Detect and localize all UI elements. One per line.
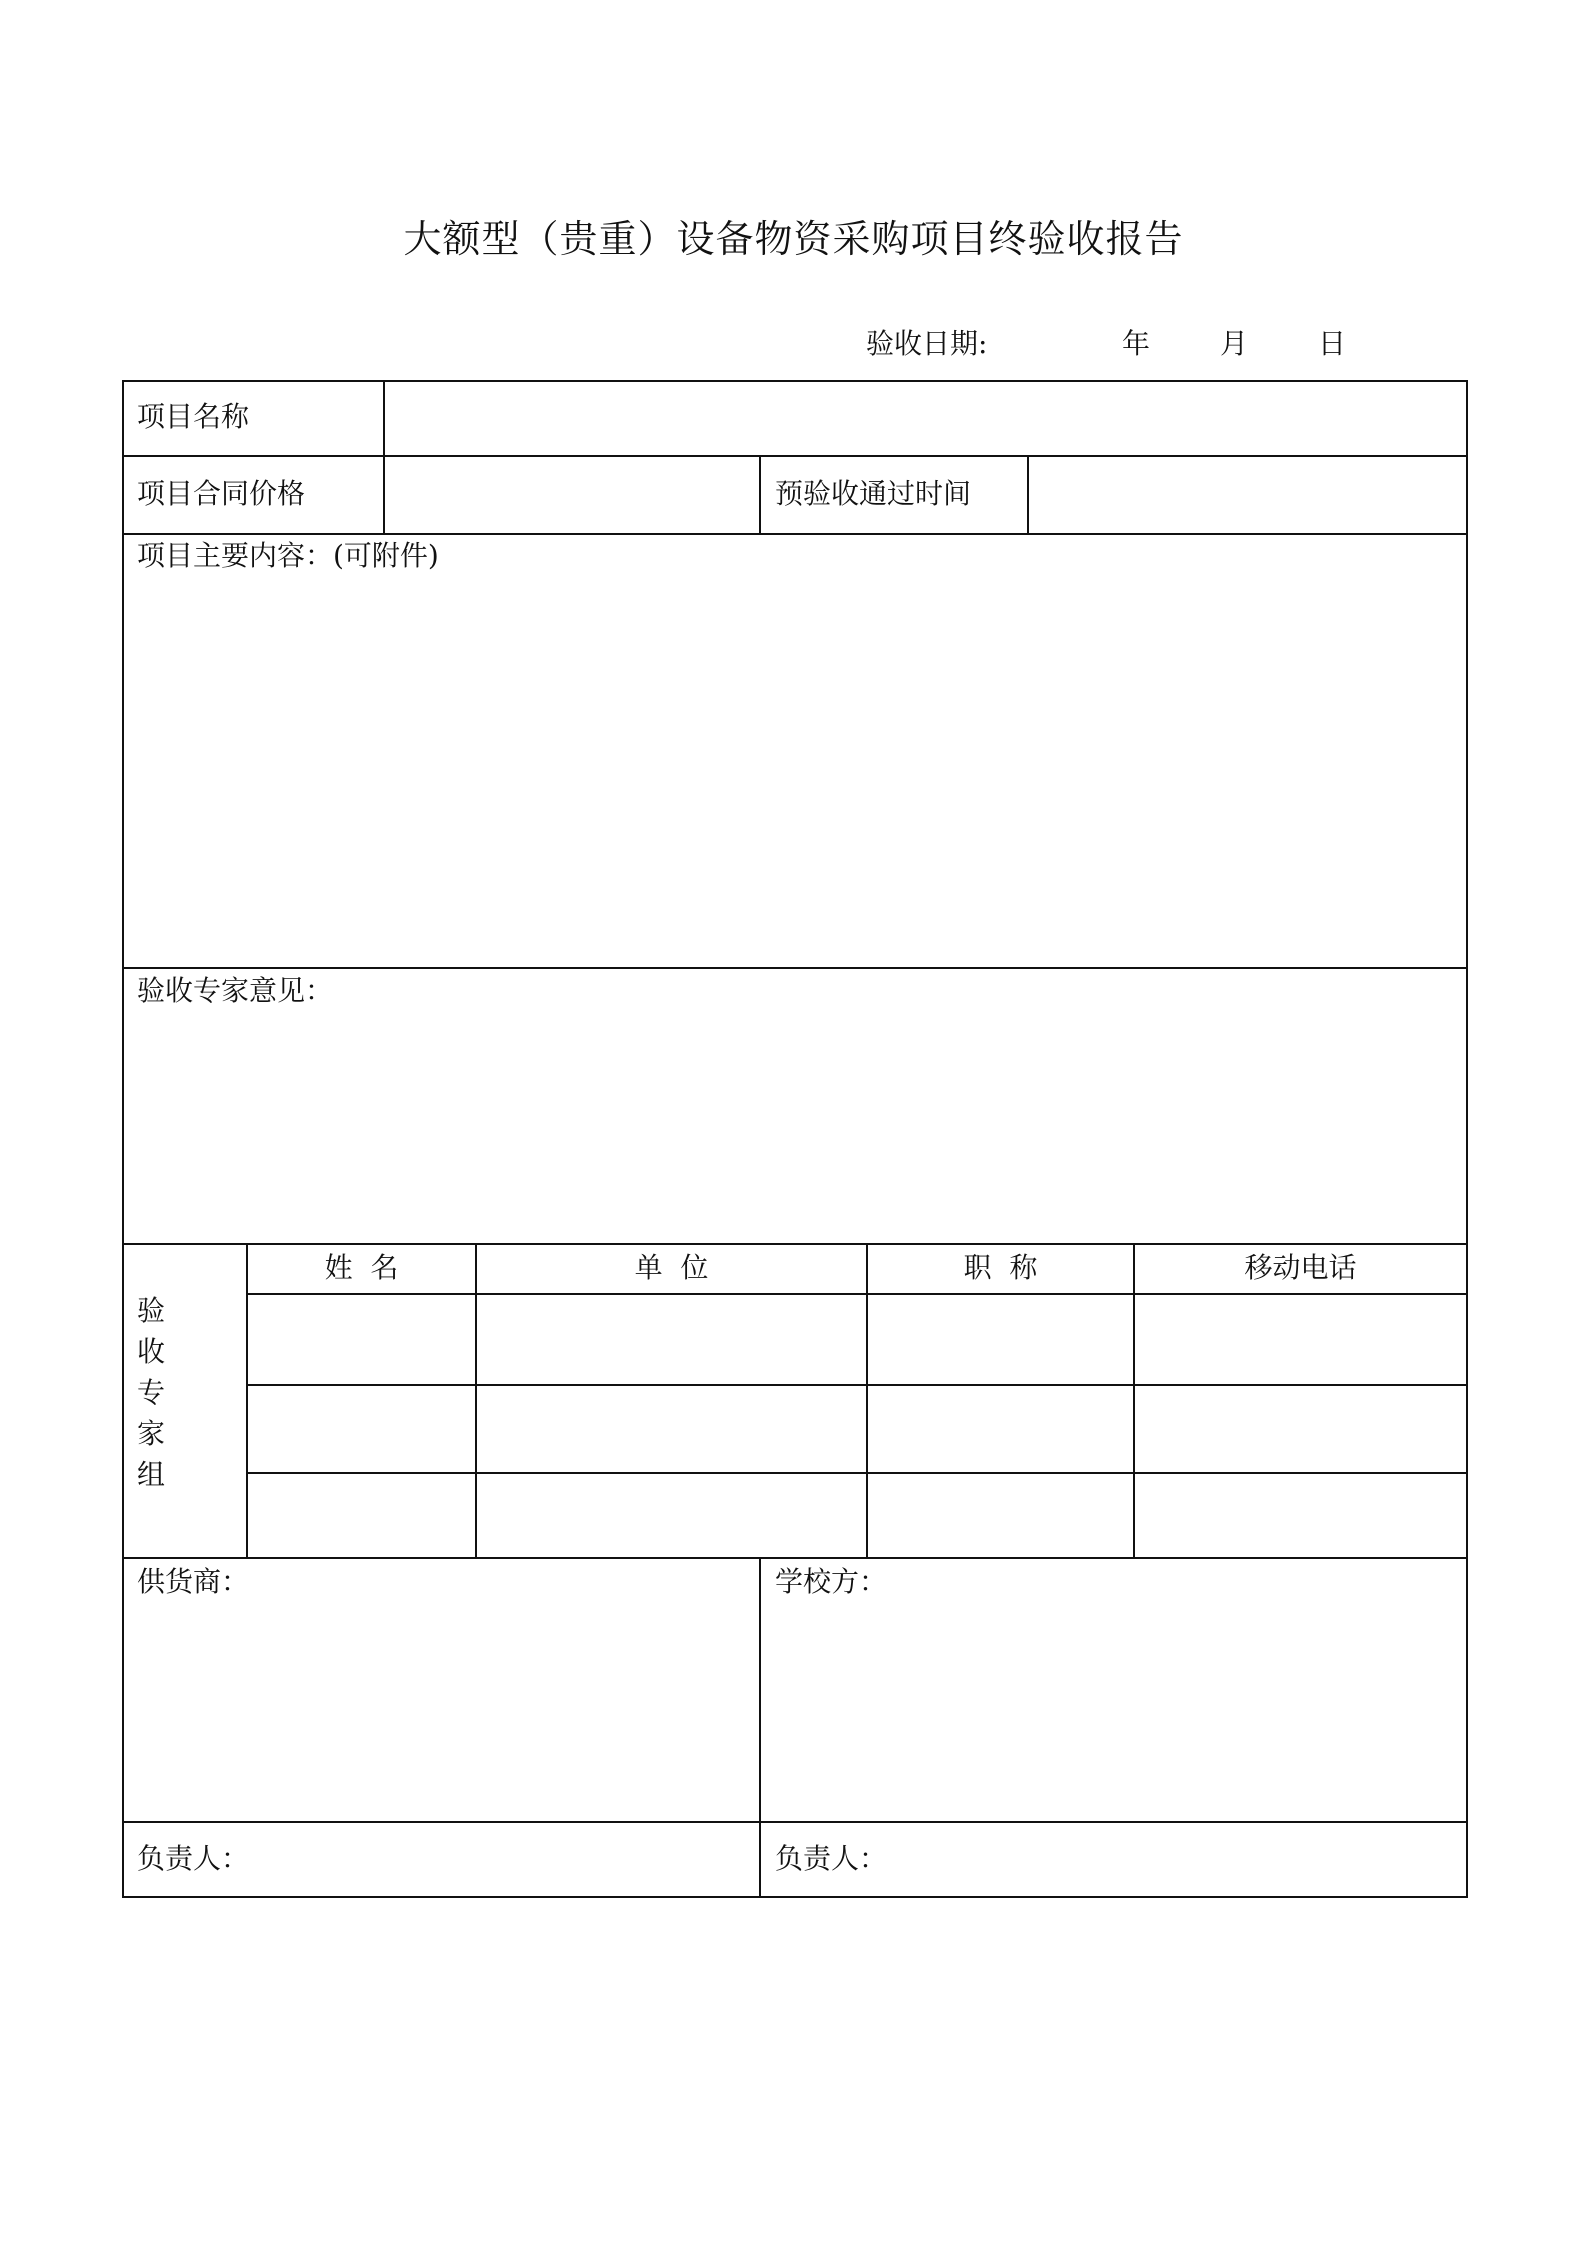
expert-group-char: 家: [136, 1417, 165, 1450]
expert-group-char: 收: [136, 1335, 165, 1368]
table-border-bottom: [122, 1896, 1468, 1898]
contract-price-label: 项目合同价格: [137, 477, 306, 510]
row-divider: [246, 1293, 1468, 1295]
col-divider: [475, 1243, 477, 1558]
supplier-label: 供货商：: [137, 1565, 250, 1598]
supplier-responsible-label: 负责人：: [137, 1842, 250, 1875]
col-divider: [866, 1243, 868, 1558]
col-divider: [1027, 455, 1029, 534]
row-divider: [246, 1384, 1468, 1386]
expert-title-cell[interactable]: [869, 1387, 1132, 1471]
expert-name-cell[interactable]: [249, 1296, 474, 1383]
pre-acceptance-time-field[interactable]: [1030, 458, 1465, 532]
column-header-unit: 单 位: [634, 1251, 709, 1284]
col-divider: [383, 380, 385, 534]
contract-price-field[interactable]: [386, 458, 758, 532]
main-content-field[interactable]: [125, 580, 1465, 965]
col-divider: [246, 1243, 248, 1558]
table-border-top: [122, 380, 1468, 382]
col-divider: [759, 1557, 761, 1897]
table-border-right: [1466, 380, 1468, 1898]
school-responsible-field[interactable]: [890, 1824, 1465, 1895]
row-divider: [246, 1472, 1468, 1474]
column-header-phone: 移动电话: [1244, 1251, 1357, 1284]
col-divider: [759, 455, 761, 534]
expert-title-cell[interactable]: [869, 1296, 1132, 1383]
expert-opinion-field[interactable]: [125, 1015, 1465, 1241]
expert-unit-cell[interactable]: [478, 1475, 865, 1556]
row-divider: [122, 533, 1468, 535]
expert-phone-cell[interactable]: [1136, 1475, 1465, 1556]
document-title: 大额型（贵重）设备物资采购项目终验收报告: [403, 217, 1184, 261]
column-header-name: 姓 名: [324, 1251, 399, 1284]
row-divider: [122, 1557, 1468, 1559]
expert-unit-cell[interactable]: [478, 1296, 865, 1383]
expert-name-cell[interactable]: [249, 1475, 474, 1556]
project-name-label: 项目名称: [137, 400, 250, 433]
expert-group-char: 验: [136, 1294, 165, 1327]
date-year-label: 年: [1122, 327, 1151, 360]
expert-unit-cell[interactable]: [478, 1387, 865, 1471]
row-divider: [122, 1821, 1468, 1823]
table-border-left: [122, 380, 124, 1898]
column-header-title: 职 称: [963, 1251, 1038, 1284]
pre-acceptance-time-label: 预验收通过时间: [775, 477, 972, 510]
supplier-field[interactable]: [125, 1605, 757, 1819]
expert-name-cell[interactable]: [249, 1387, 474, 1471]
row-divider: [122, 455, 1468, 457]
expert-group-char: 专: [136, 1376, 165, 1409]
expert-phone-cell[interactable]: [1136, 1296, 1465, 1383]
school-field[interactable]: [762, 1605, 1465, 1819]
supplier-responsible-field[interactable]: [250, 1824, 757, 1895]
date-day-label: 日: [1318, 327, 1347, 360]
row-divider: [122, 1243, 1468, 1245]
date-month-label: 月: [1220, 327, 1249, 360]
school-label: 学校方：: [775, 1565, 888, 1598]
project-name-field[interactable]: [386, 383, 1465, 454]
expert-opinion-label: 验收专家意见：: [137, 974, 334, 1007]
school-responsible-label: 负责人：: [775, 1842, 888, 1875]
row-divider: [122, 967, 1468, 969]
expert-phone-cell[interactable]: [1136, 1387, 1465, 1471]
main-content-label: 项目主要内容：(可附件): [137, 539, 439, 572]
col-divider: [1133, 1243, 1135, 1558]
expert-group-char: 组: [136, 1458, 165, 1491]
acceptance-date-label: 验收日期:: [866, 327, 988, 360]
expert-title-cell[interactable]: [869, 1475, 1132, 1556]
